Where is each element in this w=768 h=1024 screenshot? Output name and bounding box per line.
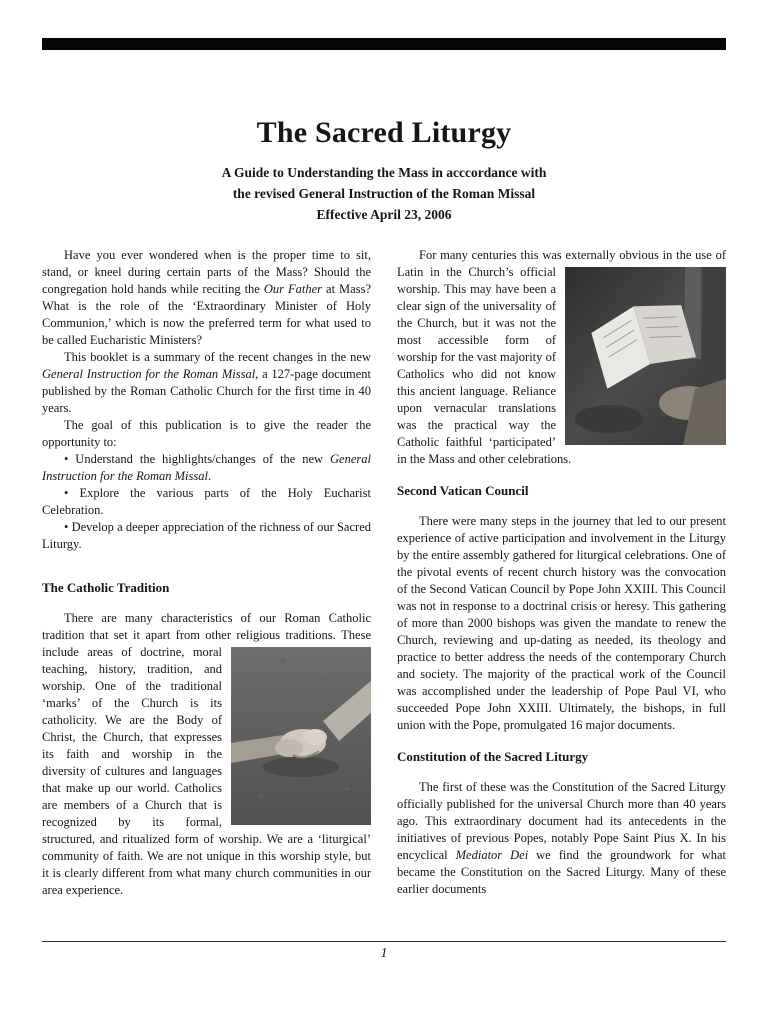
document-title: The Sacred Liturgy: [256, 116, 512, 149]
paragraph-text: There are many characteristics of our Roman Catholic tradition that set it apart from other religious traditions.: [42, 611, 371, 642]
paragraph-text: For many centuries this was externally obvious in the: [419, 248, 696, 262]
top-black-bar: [42, 38, 726, 50]
paragraph-catholic-tradition: [42, 610, 371, 899]
handshake-photo: [231, 647, 371, 825]
subtitle-line-2: the revised General Instruction of the Roman Missal: [232, 186, 536, 201]
right-column: [397, 247, 726, 899]
paragraph-second-vatican-council: There were many steps in the journey that led to our present experience of active participation and involvement in the Liturgy by the entire assembly gathered for liturgical celebrations. One of the pivotal events of recent church history was the convocation of the Second Vatican Council by Pope John XXIII. This Council was not in response to a doctrinal crisis or heresy. This gathering of more than 2000 bishops was given the mandate to renew the Church, reviewing and up-dating as needed, its theology and practice to better address the needs of the contemporary Church and society. The majority of the practical work of the Council was accomplished under the leadership of Pope Paul VI, who succeeded Pope John XXIII. Ultimately, the bishops, in full union with the Pope, promulgated 16 major documents.: [397, 514, 726, 732]
paragraph-booklet-summary: This booklet is a summary of the recent changes in the new General Instruction for the Roman Missal, a 127-page document published by the Roman Catholic Church for the first time in 40 years.: [42, 350, 371, 415]
bullet-item-1: • Understand the highlights/changes of the new General Instruction for the Roman Missal.: [42, 452, 371, 483]
paragraph-latin-worship: [397, 247, 726, 468]
paragraph-text: These include areas of doctrine, moral teaching, history, tradition, and worship. One of the traditional ‘marks’ of the Church is its catholicity. We are the Body of Christ, the Church, that expresses its faith and worship in the diversity of cultures and languages that make up our world. Catholics are members of a Church that is recognized by its formal, structured, and ritualized form of worship. We are a ‘liturgical’ community of faith. We are not unique in this worship style, but it is clearly different from what many church communities in our area experience.: [42, 628, 371, 897]
left-column: [42, 247, 371, 899]
document-body: [42, 116, 726, 899]
bullet-item-3: • Develop a deeper appreciation of the richness of our Sacred Liturgy.: [42, 520, 371, 551]
page-footer: [42, 941, 726, 961]
two-column-layout: [42, 247, 726, 899]
section-heading-constitution-sacred-liturgy: Constitution of the Sacred Liturgy: [397, 749, 589, 764]
document-subtitle: [42, 162, 726, 225]
bullet-item-2: • Explore the various parts of the Holy Eucharist Celebration.: [42, 486, 371, 517]
section-heading-catholic-tradition: The Catholic Tradition: [42, 580, 170, 595]
subtitle-line-3: Effective April 23, 2006: [316, 207, 452, 222]
paragraph-intro: Have you ever wondered when is the proper time to sit, stand, or kneel during certain parts of the Mass? Should the congregation hold hands while reciting the Our Father at Mass? What is the role of the ‘Extraordinary Minister of Holy Communion,’ which is now the preferred term for what used to be called Eucharistic Ministers?: [42, 248, 371, 347]
paragraph-constitution-sacred-liturgy: The first of these was the Constitution of the Sacred Liturgy officially published for the universal Church more than 40 years ago. This extraordinary document had its antecedents in the initiatives of previous Popes, notably Pope Saint Pius X. In his encyclical Mediator Dei we find the groundwork for what became the Constitution on the Sacred Liturgy. Many of these earlier documents: [397, 780, 726, 896]
section-heading-second-vatican-council: Second Vatican Council: [397, 483, 529, 498]
subtitle-line-1: A Guide to Understanding the Mass in acccordance with: [221, 165, 547, 180]
open-missal-photo: [565, 267, 726, 445]
paragraph-goal: The goal of this publication is to give the reader the opportunity to:: [42, 418, 371, 449]
paragraph-text: use of Latin in the Church’s official worship. This may have been a clear sign of the universality of the Church, but it was not the most accessible form of worship for the vast majority of Catholics who did not know this ancient language. Reliance upon vernacular translations was the practical way the Catholic faithful ‘participated’ in the Mass and other celebrations.: [397, 248, 727, 466]
page-number: 1: [380, 945, 388, 960]
